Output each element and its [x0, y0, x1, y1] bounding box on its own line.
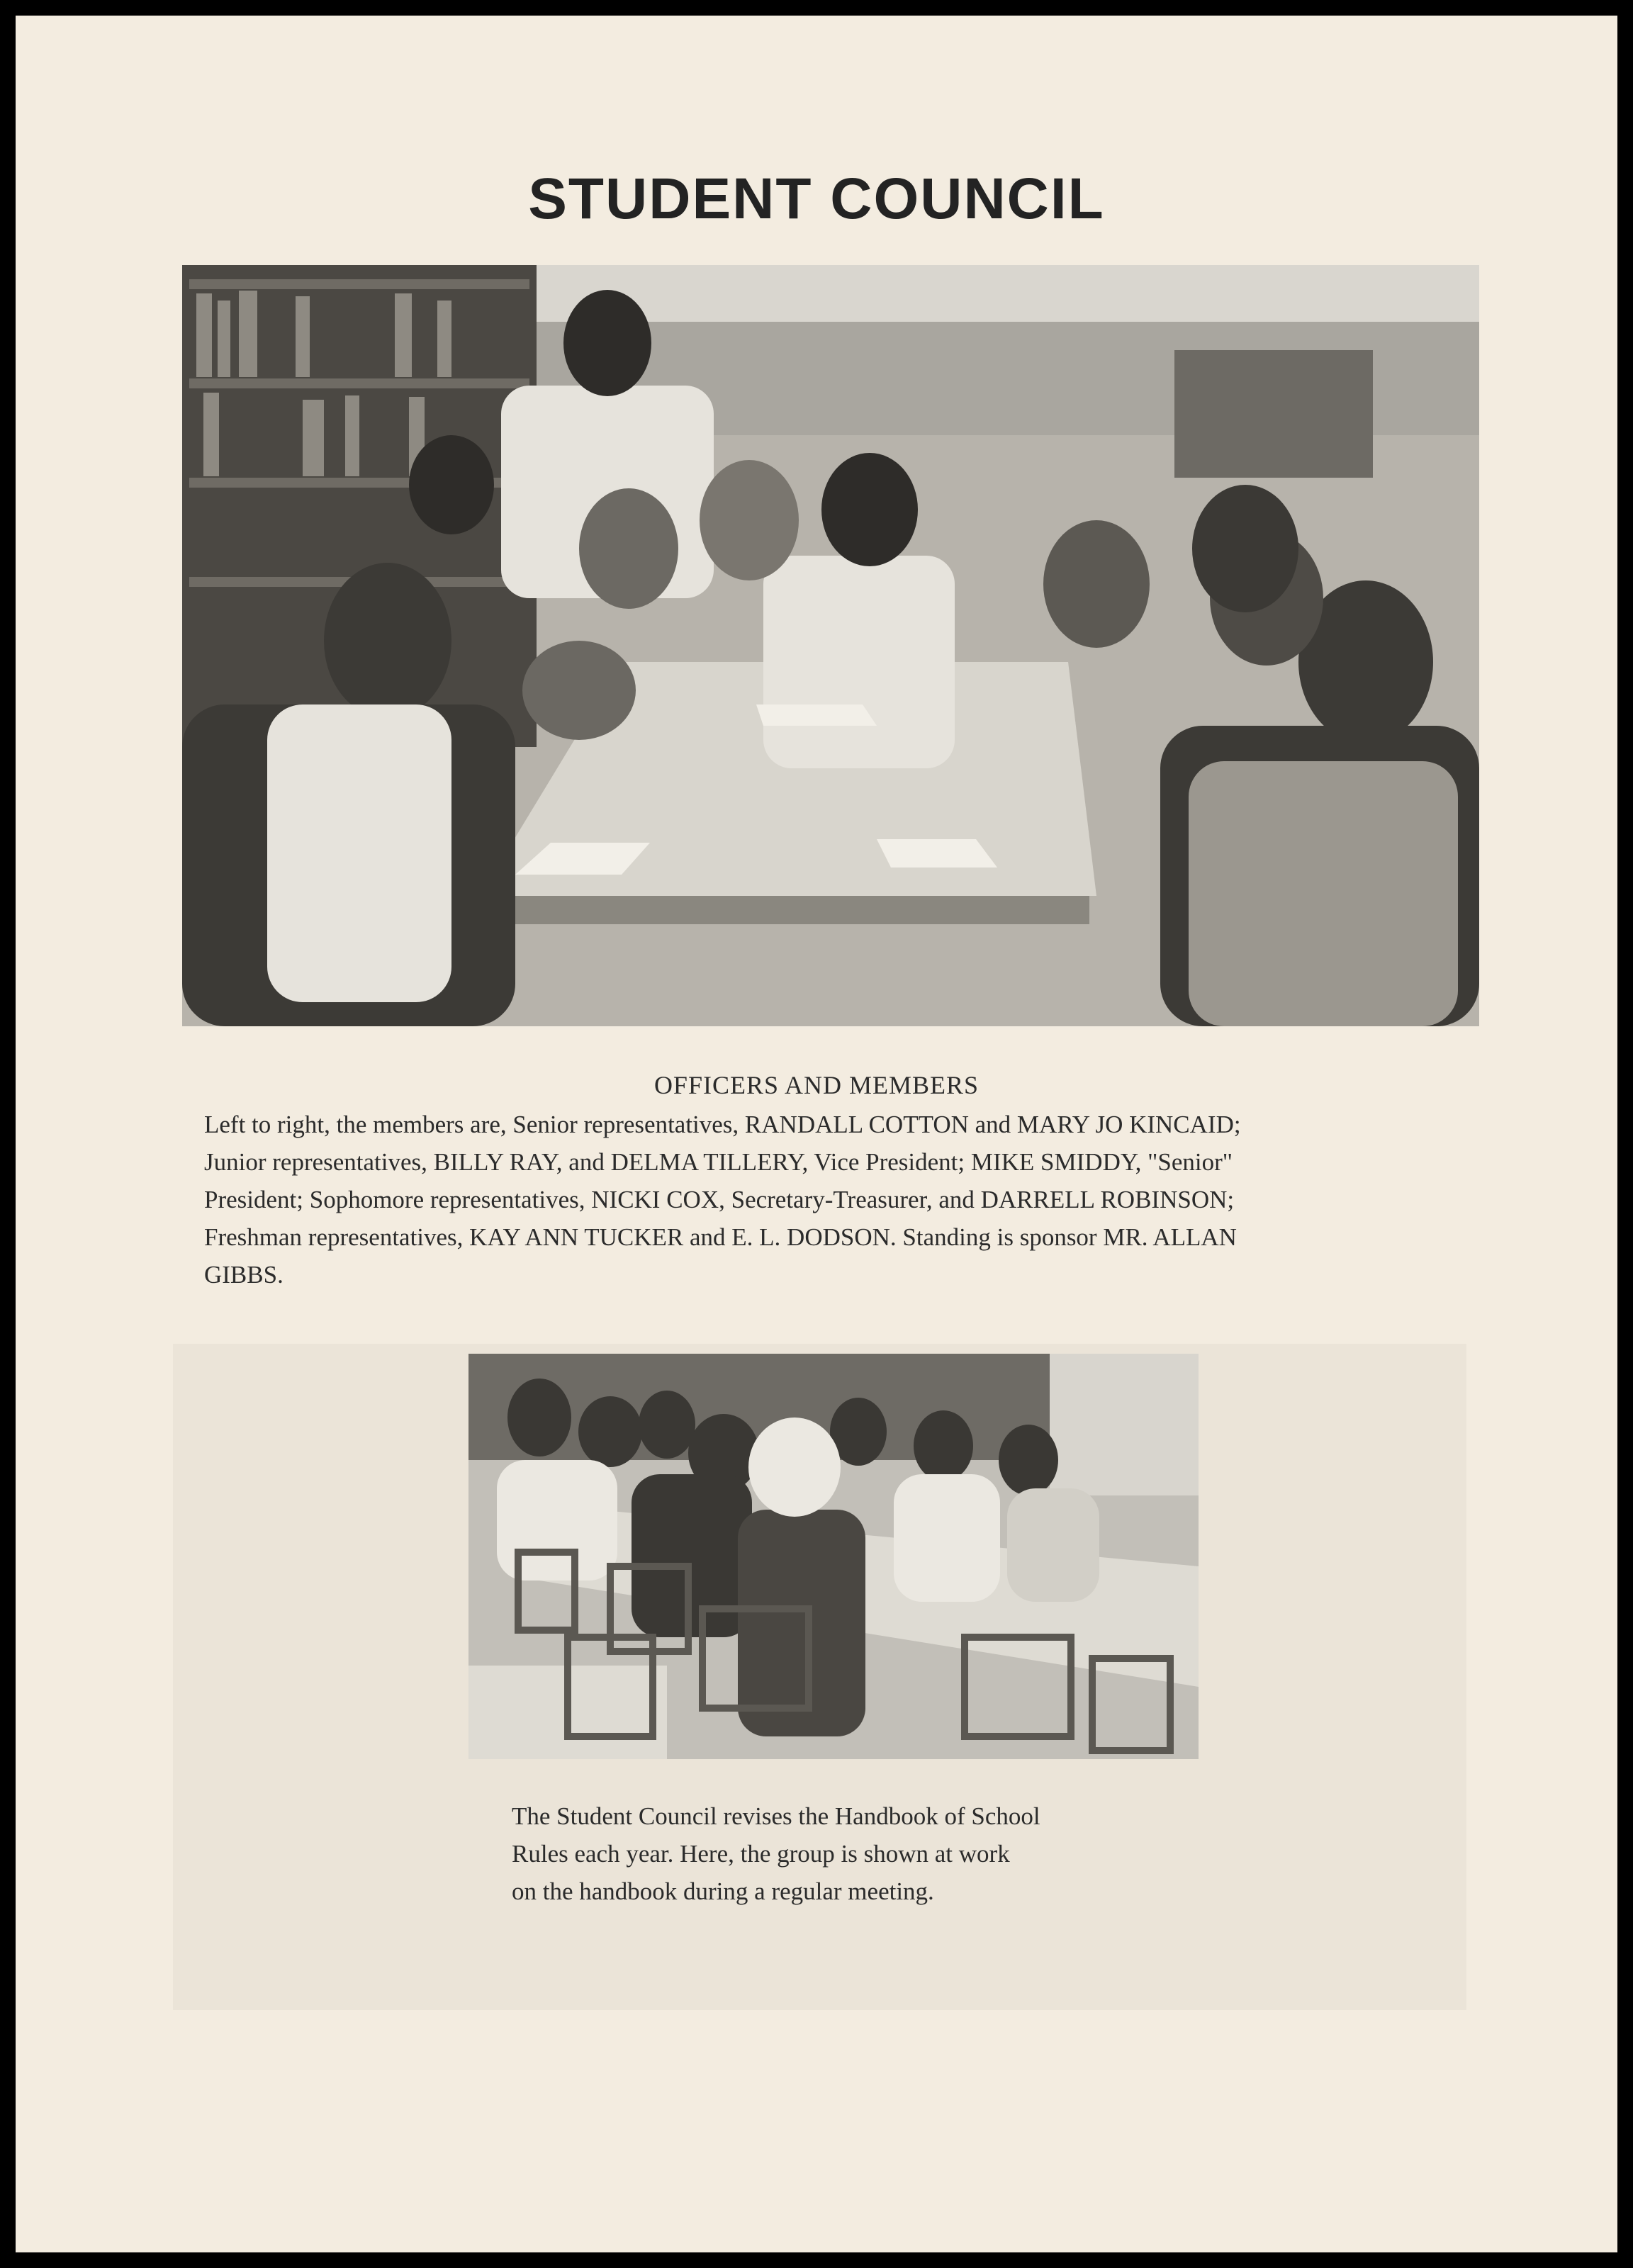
caption-line: on the handbook during a regular meeting.: [512, 1877, 934, 1905]
photo-caption-heading: OFFICERS AND MEMBERS: [653, 1071, 980, 1099]
caption-line: The Student Council revises the Handbook of School: [512, 1802, 1040, 1830]
caption-line: President; Sophomore representatives, NICKI COX, Secretary-Treasurer, and DARRELL ROBINSON;: [204, 1186, 1235, 1213]
group-photo: [182, 265, 1479, 1026]
caption-line: Junior representatives, BILLY RAY, and DELMA TILLERY, Vice President; MIKE SMIDDY, "Senior": [204, 1148, 1233, 1176]
yearbook-page: [16, 16, 1617, 2252]
meeting-photo: [468, 1354, 1199, 1759]
caption-line: GIBBS.: [204, 1261, 284, 1289]
meeting-photo-illustration: [468, 1354, 1199, 1759]
photo-caption: [204, 1106, 1480, 1293]
group-photo-illustration: [182, 265, 1479, 1026]
page-title: STUDENT COUNCIL: [528, 167, 1105, 231]
caption-line: Left to right, the members are, Senior representatives, RANDALL COTTON and MARY JO KINCAID;: [204, 1111, 1241, 1138]
caption-line: Freshman representatives, KAY ANN TUCKER and E. L. DODSON. Standing is sponsor MR. ALLAN: [204, 1223, 1237, 1251]
meeting-caption: [512, 1797, 1206, 1910]
caption-line: Rules each year. Here, the group is shown at work: [512, 1840, 1010, 1868]
